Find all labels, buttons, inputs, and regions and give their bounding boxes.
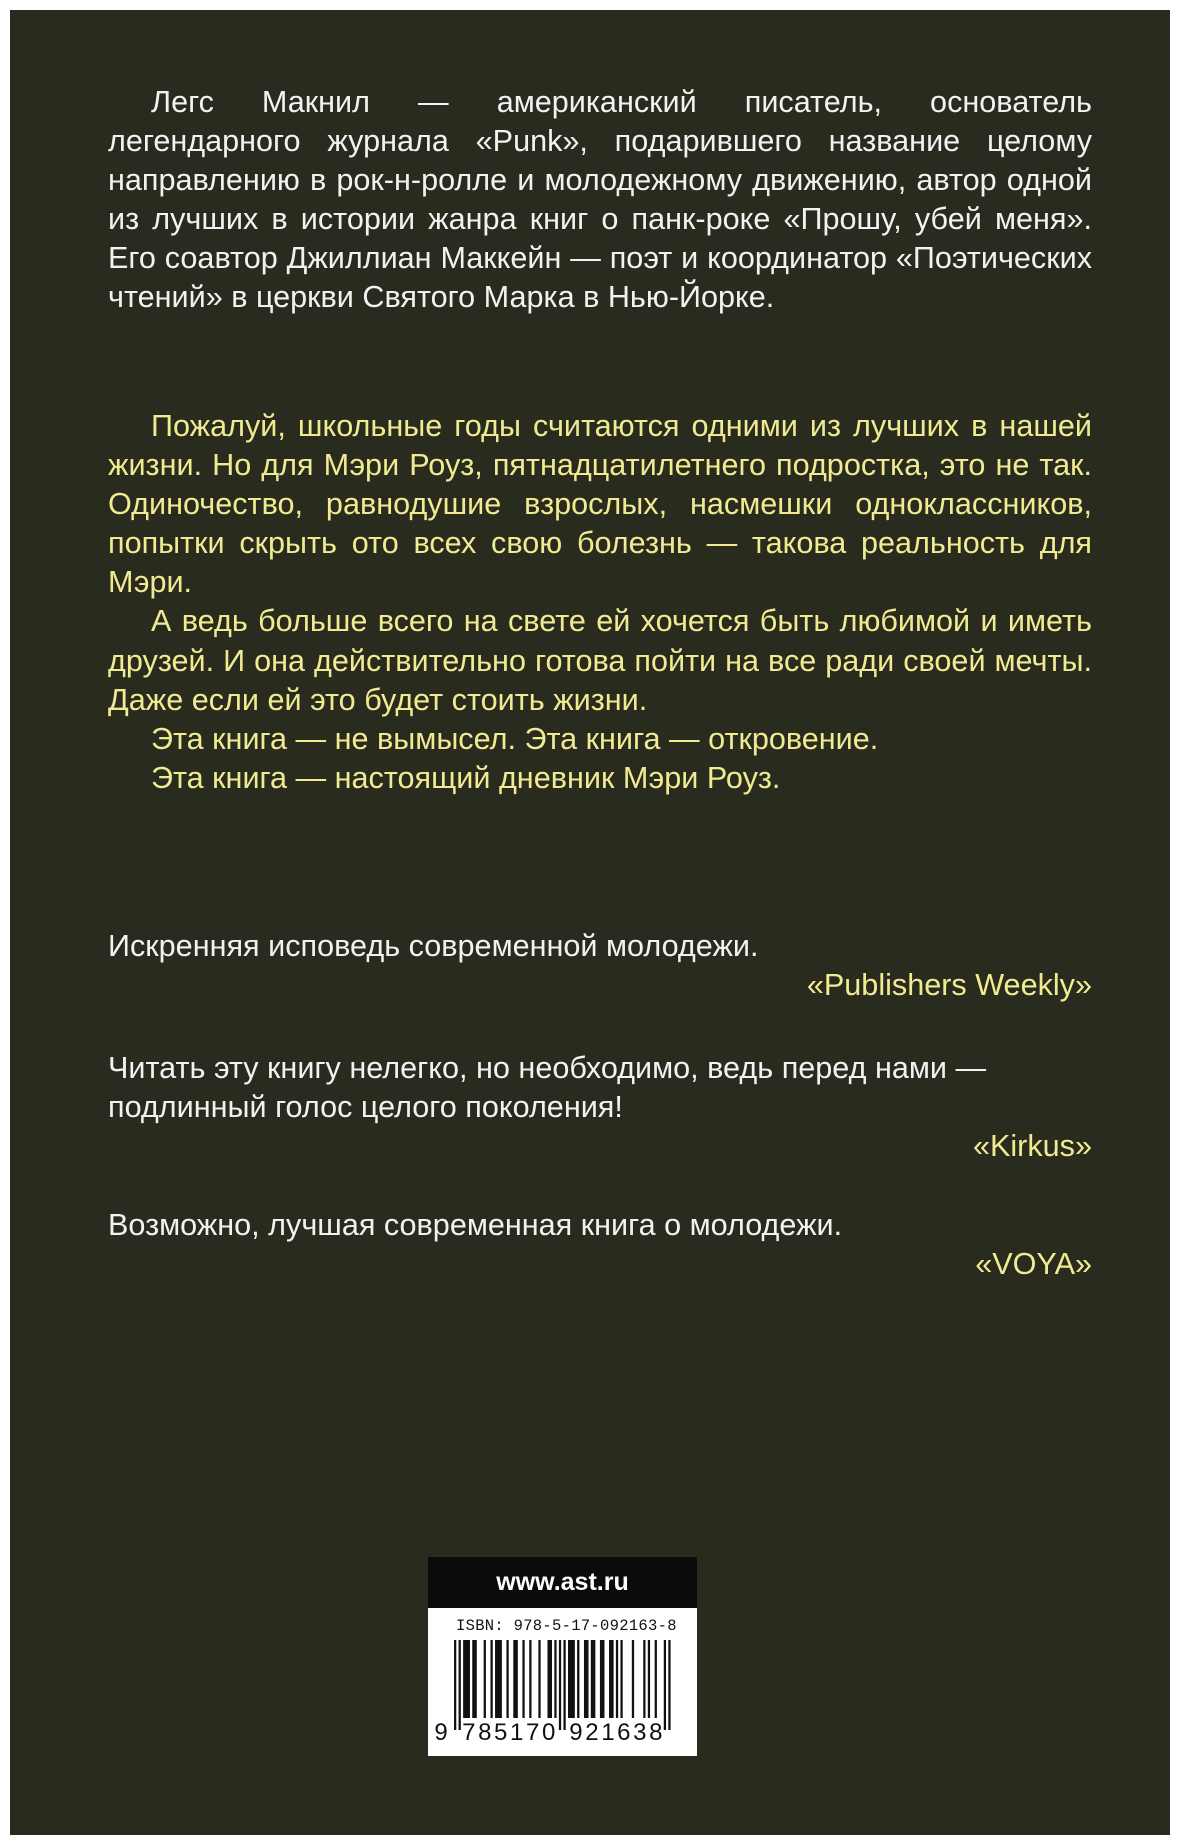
annotation-paragraph: А ведь больше всего на свете ей хочется быть любимой и иметь друзей. И она действительно готова пойти на все ради своей мечты. Даже если ей это будет стоить жизни. (108, 604, 1092, 717)
barcode-bar (529, 1640, 531, 1718)
publisher-site-label: www.ast.ru (428, 1557, 697, 1608)
barcode-digit: 3 (633, 1719, 647, 1746)
review-source: «VOYA» (975, 1247, 1092, 1282)
annotation-paragraph: Пожалуй, школьные годы считаются одними из лучших в нашей жизни. Но для Мэри Роуз, пятнадцатилетнего подростка, это не так. Одиночество, равнодушие взрослых, насмешки одноклассников, попытки скрыть ото всех свою болезнь — такова реальность для Мэри. (108, 409, 1092, 600)
review-quote (108, 927, 1092, 1005)
annotation-paragraph: Эта книга — настоящий дневник Мэри Роуз. (151, 760, 781, 795)
barcode-bar (459, 1640, 461, 1730)
barcode-bar (495, 1640, 502, 1718)
barcode-digit: 2 (585, 1719, 599, 1746)
review-text: Читать эту книгу нелегко, но необходимо, ведь перед нами — подлинный голос целого поколения! (108, 1051, 987, 1125)
barcode-bar (620, 1640, 622, 1718)
barcode-bar (643, 1640, 645, 1718)
barcode-bar (568, 1640, 575, 1718)
barcode-digit: 9 (434, 1719, 448, 1746)
review-quote (108, 1049, 1092, 1166)
barcode-bar (668, 1640, 670, 1730)
barcode-bar (655, 1640, 657, 1718)
barcode-digit: 6 (617, 1719, 631, 1746)
barcode-digit: 0 (541, 1719, 556, 1746)
barcode-bar (616, 1640, 618, 1718)
barcode-bar (547, 1640, 552, 1718)
barcode-bar (472, 1640, 477, 1718)
barcode-digit: 5 (494, 1719, 508, 1746)
barcode-bar (648, 1640, 650, 1718)
barcode-bar (506, 1640, 508, 1718)
barcode-bar (632, 1640, 634, 1718)
about-author-paragraph: Легс Макнил — американский писатель, основатель легендарного журнала «Punk», подарившего название целому направлению в рок-н-ролле и молодежному движению, автор одной из лучших в истории жанра книг о панк-роке «Прошу, убей меня». Его соавтор Джиллиан Маккейн — поэт и координатор «Поэтических чтений» в церкви Святого Марка в Нью-Йорке. (108, 85, 1092, 315)
barcode-bar (484, 1640, 486, 1718)
barcode-bar (538, 1640, 540, 1718)
barcode-bar (609, 1640, 614, 1718)
barcode-bar (664, 1640, 666, 1730)
review-text: Возможно, лучшая современная книга о молодежи. (108, 1208, 843, 1242)
isbn-label: ISBN: 978-5-17-092163-8 (456, 1617, 677, 1635)
back-cover (10, 10, 1170, 1835)
barcode-digit: 7 (525, 1719, 540, 1746)
barcode-digit: 8 (649, 1719, 663, 1746)
barcode-bar (463, 1640, 470, 1718)
review-source: «Publishers Weekly» (806, 968, 1092, 1003)
review-source: «Kirkus» (972, 1129, 1092, 1164)
barcode-bar (490, 1640, 492, 1718)
book-annotation-section (108, 407, 1092, 798)
review-quote (108, 1206, 1092, 1284)
barcode-bar (554, 1640, 556, 1718)
barcode-bar (591, 1640, 596, 1718)
barcode-bar (563, 1640, 565, 1730)
barcode-bar (600, 1640, 605, 1718)
barcode-digit: 8 (478, 1719, 492, 1746)
barcode-bar (522, 1640, 524, 1718)
isbn-barcode-panel (428, 1608, 697, 1756)
barcode-bar (559, 1640, 561, 1730)
barcode-bar (454, 1640, 456, 1730)
barcode-digit: 1 (601, 1719, 615, 1746)
barcode-bar (513, 1640, 518, 1718)
annotation-paragraph: Эта книга — не вымысел. Эта книга — откровение. (151, 721, 879, 756)
barcode (428, 1608, 697, 1756)
barcode-digit: 1 (510, 1719, 524, 1746)
barcode-digit: 9 (569, 1719, 583, 1746)
barcode-digit: 7 (462, 1719, 476, 1746)
barcode-bar (584, 1640, 589, 1718)
barcode-bar (577, 1640, 579, 1718)
review-text: Искренняя исповедь современной молодежи. (108, 929, 759, 963)
about-author-section (108, 83, 1092, 318)
